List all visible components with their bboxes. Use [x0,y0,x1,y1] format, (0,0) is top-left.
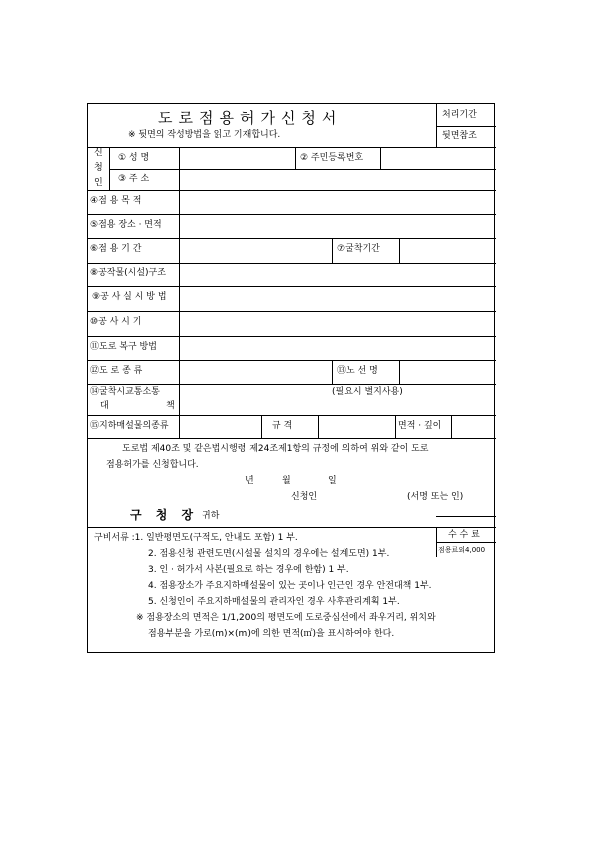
document-item: 2. 점용신청 관련도면(시설물 설치의 경우에는 설계도면) 1부. [148,549,390,559]
documents-note: ※ 점용장소의 면적은 1/1,200의 평면도에 도로중심선에서 좌우거리, 위치와 [136,613,436,623]
traffic-measure-note: (필요시 별지사용) [332,387,403,397]
divider [436,527,437,557]
processing-period-label: 처리기간 [442,110,477,120]
divider [109,147,110,190]
declaration-text: 도로법 제40조 및 같은법시행령 제24조제1항의 규정에 의하여 위와 같이 도로 [122,444,429,454]
name-field[interactable] [180,148,295,169]
construction-method-label: ⑨공 사 실 시 방 법 [92,292,167,302]
traffic-measure-field[interactable] [180,398,495,415]
divider [436,104,437,147]
place-area-label: ⑤점용 장소 · 면적 [90,220,162,230]
divider [395,415,396,438]
name-label: ① 성 명 [118,153,150,163]
purpose-field[interactable] [180,191,495,214]
divider [88,415,496,416]
document-item: 5. 신청인이 주요지하매설물의 관리자인 경우 사후관리계획 1부. [148,597,400,607]
document-item: 4. 점용장소가 주요지하매설물이 있는 곳이나 인근인 경우 안전대책 1부. [148,581,432,591]
date-month-label: 월 [282,476,291,486]
document-item: 구비서류 :1. 일반평면도(구적도, 안내도 포함) 1 부. [94,533,298,543]
spec-label: 규 격 [272,421,293,431]
route-name-field[interactable] [400,361,495,384]
place-area-field[interactable] [180,215,495,238]
form-title: 도로점용허가신청서 [158,109,343,127]
divider [436,126,496,127]
construction-method-field[interactable] [180,287,495,311]
construction-time-label: ⑩공 사 시 기 [90,317,142,327]
applicant-group-label: 인 [94,178,103,188]
traffic-measure-label: 책 [166,401,175,411]
resident-no-field[interactable] [381,148,495,169]
traffic-measure-label: ⑭굴착시교통소통 [90,387,160,397]
restoration-method-label: ⑪도로 복구 방법 [90,342,157,352]
divider [332,238,333,263]
underground-type-label: ⑮지하매설물의종류 [90,421,169,431]
divider [436,542,496,543]
divider [295,147,296,169]
traffic-measure-label: 대 [100,401,109,411]
signer-label: 신청인 [291,492,318,502]
documents-note: 점용부분을 가로(m)×(m)에 의한 면적(㎡)을 표시하여야 한다. [148,629,395,639]
form-note: ※ 뒷면의 작성방법을 읽고 기재합니다. [128,130,281,140]
excavation-period-label: ⑦굴착기간 [337,244,380,254]
divider [332,360,333,384]
processing-period-value: 뒷면참조 [442,131,477,141]
signature-label: (서명 또는 인) [407,492,464,502]
applicant-group-label: 청 [94,163,103,173]
construction-time-field[interactable] [180,312,495,336]
underground-type-field[interactable] [180,416,261,438]
route-name-label: ⑬노 선 명 [337,366,378,376]
road-type-field[interactable] [180,361,332,384]
fee-label: 수 수 료 [448,530,480,540]
road-type-label: ⑫도 로 종 류 [90,366,143,376]
area-depth-field[interactable] [452,416,495,438]
divider [88,438,496,439]
structure-field[interactable] [180,264,495,286]
date-year-label: 년 [245,476,254,486]
period-label: ⑥점 용 기 간 [90,244,142,254]
divider [261,415,262,438]
fee-value: 점용료외4,000 [438,546,486,554]
divider [88,384,496,385]
address-field[interactable] [180,170,495,190]
spec-field[interactable] [319,416,395,438]
restoration-method-field[interactable] [180,337,495,360]
purpose-label: ④점 용 목 적 [90,196,142,206]
application-form [87,103,495,653]
excavation-period-field[interactable] [400,239,495,263]
area-depth-label: 면적 · 깊이 [398,421,442,431]
structure-label: ⑧공작물(시설)구조 [90,268,166,278]
declaration-text: 점용허가를 신청합니다. [106,460,199,470]
date-day-label: 일 [328,476,337,486]
addressee: 구 청 장 [130,508,199,522]
addressee-suffix: 귀하 [202,511,220,521]
document-item: 3. 인 · 허가서 사본(필요로 하는 경우에 한함) 1 부. [148,565,349,575]
divider [88,527,496,528]
period-field[interactable] [180,239,332,263]
resident-no-label: ② 주민등록번호 [300,153,364,163]
address-label: ③ 주 소 [118,174,150,184]
applicant-group-label: 신 [94,148,103,158]
divider [436,516,496,517]
